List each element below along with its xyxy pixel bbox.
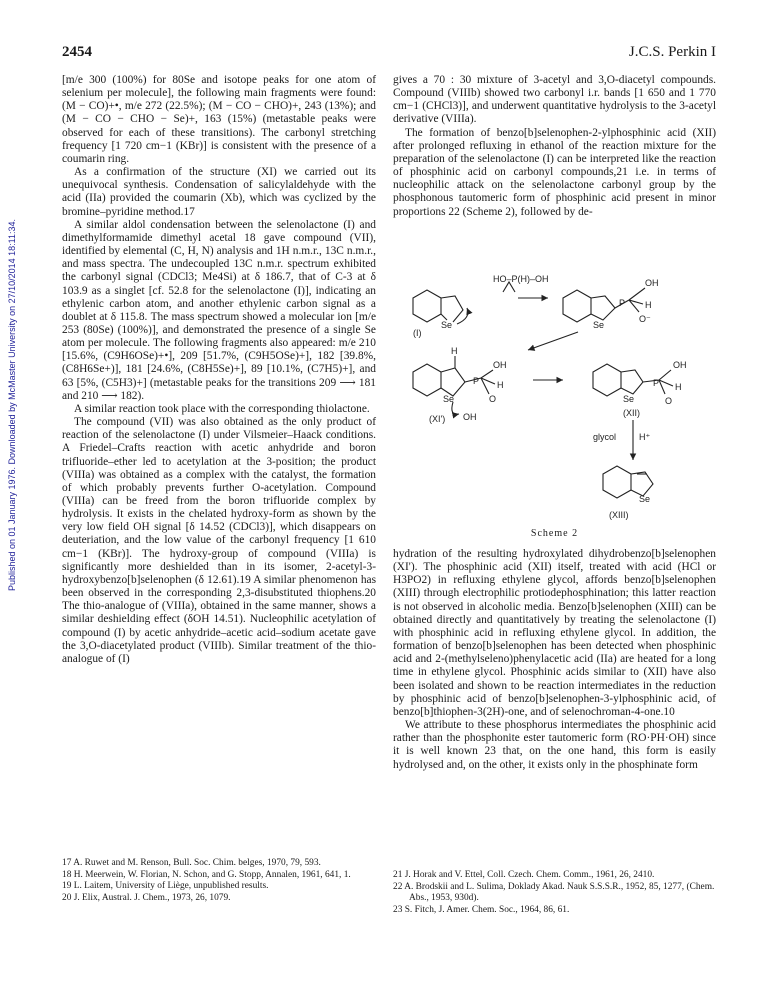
footnote: 20 J. Elix, Austral. J. Chem., 1973, 26, 1079. <box>62 892 231 903</box>
scheme-label-se: Se <box>441 320 453 330</box>
scheme-label-p: P <box>473 376 480 386</box>
scheme-label-h: H <box>645 300 652 310</box>
paragraph: A similar aldol condensation between the selenolactone (I) and dimethylformamide dimethyl acetal 18 gave compound (VII), identified by elemental (C, H, N) analysis and 1H n.m.r., 13C n.m.r., and mass spectra. The undecoupled 13C n.m.r. spectrum exhibited the carbonyl signal (CDCl3; Me4Si) at δ 186.7, that of C-3 at δ 103.9 as a singlet [cf. 52.8 for the selenolactone (I)], indicating an ethylenic carbon atom, and another ethylenic carbon signal as a doublet at δ 115.8. The mass spectrum showed a molecular ion [m/e 253 (80Se) (100%)], and demonstrated the presence of a single Se atom per molecule. The following fragments also appeared: m/e 210 [15.6%, (C9H6OSe)+•], 209 [51.7%, (C9H5OSe)+], 182 [39.8%, (C8H6Se+)], 181 [24.6%, (C8H5Se)+], 89 [10.1%, (C7H5)+], and 63 [5%, (C5H3)+] (metastable peaks for the transitions 209 ⟶ 181 and 210 ⟶ 182). <box>62 218 376 402</box>
paragraph: hydration of the resulting hydroxylated dihydrobenzo[b]selenophen (XI'). The phosphinic acid (XII) itself, treated with acid (HCl or H3PO2) in refluxing ethylene glycol, affords benzo[b]selenophen (XIII) through electrophilic protiodephosphination; this latter reaction is not observed in alcoholic media. Benzo[b]selenophen (XIII) can be obtained directly and quantitatively by treating the selenolactone (I) with phosphinic acid in refluxing ethylene glycol. In addition, the formation of benzo[b]selenophen has been detected when phosphinic acid and 2-(methylseleno)phenylacetic acid (IIa) are heated for a long time in ethylene glycol. Phosphinic acids similar to (XII) have also been isolated and shown to be reaction intermediates in the reduction by phosphinic acid of benzo[b]selenophen-3-ylphosphinic acid, of benzo[b]thiophen-3(2H)-one, and of selenochroman-4-one.10 <box>393 548 716 718</box>
scheme-label-se: Se <box>443 394 455 404</box>
page-number: 2454 <box>62 44 92 60</box>
page-header <box>62 44 716 66</box>
footnote: 17 A. Ruwet and M. Renson, Bull. Soc. Chim. belges, 1970, 79, 593. <box>62 858 321 868</box>
scheme-drawing <box>393 270 716 530</box>
scheme-label-p: P <box>619 298 626 308</box>
scheme-reagent-hplus: H⁺ <box>639 432 651 442</box>
scheme-caption: Scheme 2 <box>530 528 579 539</box>
right-column-top <box>393 74 716 219</box>
paragraph: The compound (VII) was also obtained as the only product of reaction of the selenolactone (I) under Vilsmeier–Haack conditions. A Friedel–Crafts reaction with acetic anhydride and boron trifluoride–ether led to acetylation at the 3-position; the product (VIIIa) was obtained as a complex with the catalyst, the formation of which probably prevents further O-acetylation. Compound (VIIIa) can be freed from the boron trifluoride complex by hydrolysis. It exists in the chelated hydroxy-form as shown by the very low field OH signal [δ 14.52 (CDCl3)], which disappears on deuteriation, and the low value of the carbonyl frequency [1 610 cm−1 (KBr)]. The hydroxy-group of compound (VIIIa) is significantly more deshielded than in its isomer, 2-acetyl-3-hydroxybenzo[b]selenophen (δ 12.61).19 A similar phenomenon has been observed in the corresponding 2,3-disubstituted thiophens.20 The thio-analogue of (VIIIa), obtained in the same manner, shows a similar deshielding effect (δOH 14.51). Nucleophilic acetylation of compound (I) by acetic anhydride–acetic acid–sodium acetate gave the 3,O-diacetylated product (VIIIb). Similar treatment of the thio-analogue of (I) <box>62 416 376 665</box>
footnote: 19 L. Laitem, University of Liège, unpublished results. <box>62 881 269 892</box>
scheme-compound-XII: (XII) <box>623 408 640 418</box>
footnote: 21 J. Horak and V. Ettel, Coll. Czech. Chem. Comm., 1961, 26, 2410. <box>393 870 655 880</box>
scheme-reagent-phosphinic: HO–P(H)–OH <box>493 274 549 284</box>
journal-title: J.C.S. Perkin I <box>628 44 716 60</box>
reaction-scheme <box>393 270 716 530</box>
scheme-label-o-minus: O⁻ <box>639 314 651 324</box>
download-watermark <box>4 170 20 640</box>
paragraph: A similar reaction took place with the corresponding thiolactone. <box>74 402 370 415</box>
scheme-reagent-glycol: glycol <box>593 432 617 442</box>
scheme-label-oh: OH <box>673 360 687 370</box>
scheme-compound-I: (I) <box>413 328 422 338</box>
footnote: 23 S. Fitch, J. Amer. Chem. Soc., 1964, 86, 61. <box>393 904 570 915</box>
paragraph: The formation of benzo[b]selenophen-2-ylphosphinic acid (XII) after prolonged refluxing in ethanol of the reaction mixture for the preparation of the selenolactone (I) can be interpreted like the reaction of phosphinic acid on carbonyl compounds,21 i.e. in terms of nucleophilic attack on the selenolactone carbonyl group by the phosphonous tautomeric form of phosphinic acid present in minor proportions 22 (Scheme 2), followed by de- <box>393 126 716 218</box>
right-column-bottom <box>393 548 716 772</box>
footnotes-left <box>62 858 376 904</box>
scheme-label-oh: OH <box>645 278 659 288</box>
scheme-label-h: H <box>497 380 504 390</box>
paragraph: As a confirmation of the structure (XI) we carried out its unequivocal synthesis. Condensation of salicylaldehyde with the acid (IIa) provided the coumarin (Xb), which was cyclized by the bromine–pyridine method.17 <box>62 166 376 218</box>
scheme-compound-XIp: (XI') <box>429 414 446 424</box>
scheme-label-o: O <box>665 396 673 406</box>
scheme-label-oh: OH <box>463 412 477 422</box>
paragraph: [m/e 300 (100%) for 80Se and isotope peaks for one atom of selenium per molecule], the following main fragments were found: (M − CO)+•, m/e 272 (22.5%); (M − CO − CHO)+, 243 (13%); and (M − CO − CHO − Se)+, 163 (15%) (metastable peaks were observed for each of these transitions). The carbonyl stretching frequency [1 720 cm−1 (KBr)] is consistent with the presence of a coumarin ring. <box>62 74 376 165</box>
scheme-label-h: H <box>451 346 458 356</box>
footnote: 18 H. Meerwein, W. Florian, N. Schon, and G. Stopp, Annalen, 1961, 641, 1. <box>62 869 351 880</box>
left-column <box>62 74 376 666</box>
paragraph: gives a 70 : 30 mixture of 3-acetyl and 3,O-diacetyl compounds. Compound (VIIIb) showed two carbonyl i.r. bands [1 650 and 1 770 cm−1 (CHCl3)], and underwent quantitative hydrolysis to the 3-acetyl derivative (VIIIa). <box>393 74 716 126</box>
scheme-label-h: H <box>675 382 682 392</box>
scheme-label-p: P <box>653 378 660 388</box>
scheme-label-o: O <box>489 394 497 404</box>
download-watermark-text[interactable]: Published on 01 January 1976. Downloaded by McMaster University on 27/10/2014 18:11:34. <box>7 218 17 592</box>
scheme-label-se: Se <box>623 394 635 404</box>
paragraph: We attribute to these phosphorus intermediates the phosphinic acid rather than the phosphonite ester tautomeric form (RO·PH·OH) since it is well known 23 that, on the one hand, this form is easily hydrolysed and, on the other, it exists only in the phosphinate form <box>393 719 716 771</box>
scheme-compound-XIII: (XIII) <box>609 510 629 520</box>
footnotes-right <box>393 870 716 916</box>
scheme-label-oh: OH <box>493 360 507 370</box>
scheme-label-se: Se <box>639 494 651 504</box>
scheme-label-se: Se <box>593 320 605 330</box>
footnote: 22 A. Brodskii and L. Sulima, Doklady Akad. Nauk S.S.S.R., 1952, 85, 1277, (Chem. Abs., 1953, 930d). <box>393 881 715 904</box>
